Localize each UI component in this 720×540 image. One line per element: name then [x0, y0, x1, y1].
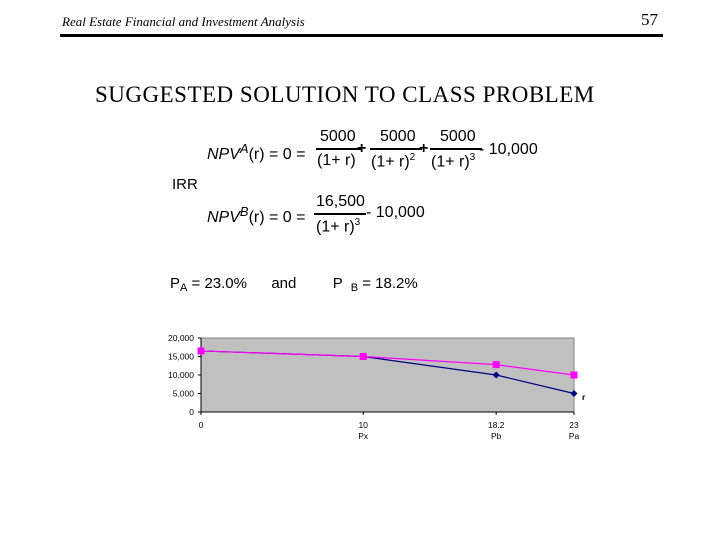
npv-a-fraction-bar-3	[430, 148, 482, 150]
npv-a-denominator-2: $(1+ r)^2$	[371, 152, 416, 171]
x-point-label: Px	[358, 431, 369, 441]
x-tick-label: 10	[358, 420, 368, 430]
x-tick-label: 0	[198, 420, 204, 430]
npv-b-denominator: $(1+ r)^3$	[316, 217, 361, 236]
npv-a-arg: (r) = 0 =	[248, 146, 306, 163]
y-tick-label: 0	[189, 407, 194, 417]
and-word: and	[271, 275, 297, 292]
npv-a-fraction-bar-1	[316, 148, 362, 150]
npv-b-symbol: NPV	[207, 209, 240, 226]
npv-a-numerator-2: 5000	[380, 128, 416, 145]
pa-value: = 23.0%	[191, 275, 247, 292]
npv-a-superscript: A	[239, 141, 249, 156]
plot-area	[201, 338, 574, 412]
npv-b-tail: - 10,000	[366, 204, 425, 221]
pa-letter: P	[170, 275, 181, 292]
x-axis-label: r	[582, 392, 586, 402]
npv-a-denominator-1: (1+ r)	[317, 152, 356, 169]
npv-a-numerator-3: 5000	[440, 128, 476, 145]
npv-a-fraction-bar-2	[370, 148, 422, 150]
npv-a-lhs	[207, 141, 305, 164]
npv-b-numerator: 16,500	[316, 193, 365, 210]
y-tick-label: 20,000	[168, 333, 194, 343]
npv-a-symbol: NPV	[207, 146, 240, 163]
pb-subscript: B	[350, 282, 359, 294]
series-point-square	[571, 372, 578, 379]
npv-b-arg: (r) = 0 =	[248, 209, 306, 226]
npv-profile-chart	[140, 325, 600, 450]
irr-label: IRR	[172, 176, 198, 193]
npv-b-lhs	[207, 204, 305, 227]
npv-b-superscript: B	[239, 204, 249, 219]
npv-a-plus-1: +	[357, 140, 367, 157]
x-tick-label: 23	[569, 420, 579, 430]
slide-title: SUGGESTED SOLUTION TO CLASS PROBLEM	[95, 82, 595, 107]
header-rule	[60, 34, 663, 37]
pb-value: = 18.2%	[362, 275, 418, 292]
npv-a-exponent-2: 2	[409, 152, 416, 163]
x-tick-label: 18.2	[487, 420, 505, 430]
npv-a-numerator-1: 5000	[320, 128, 356, 145]
header-title: Real Estate Financial and Investment Analysis	[62, 14, 305, 29]
y-tick-label: 5,000	[172, 388, 194, 399]
series-point-square	[493, 361, 500, 368]
npv-b-fraction-bar	[314, 213, 366, 215]
y-tick-label: 10,000	[168, 370, 194, 380]
irr-results	[170, 275, 418, 294]
pb-letter: P	[332, 275, 343, 292]
npv-a-denominator-3: $(1+ r)^3$	[431, 152, 476, 171]
y-tick-label: 15,000	[168, 351, 194, 362]
npv-a-exponent-3: 3	[469, 152, 476, 163]
pa-subscript: A	[180, 282, 188, 294]
x-point-label: Pb	[490, 431, 502, 441]
x-point-label: Pa	[568, 431, 580, 441]
page-number: 57	[641, 10, 658, 29]
npv-a-plus-2: +	[419, 140, 429, 157]
npv-a-tail: - 10,000	[479, 141, 538, 158]
series-point-square	[360, 353, 367, 360]
series-point-square	[198, 347, 205, 354]
npv-b-exponent: 3	[354, 217, 361, 228]
